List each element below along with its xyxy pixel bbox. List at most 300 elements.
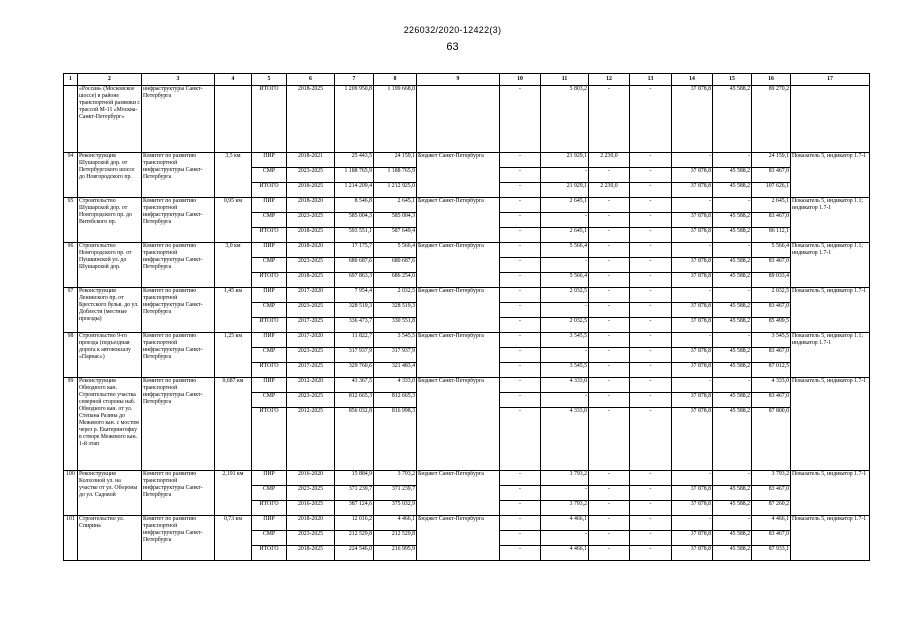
estimated-cost-cell: 17 175,7 — [335, 243, 374, 258]
row-number-cell: 99 — [64, 378, 78, 471]
amount-cell: - — [589, 273, 630, 288]
stage-type-cell: ИТОГО — [252, 408, 287, 471]
amount-cell: - — [630, 378, 672, 393]
amount-cell: - — [630, 408, 672, 471]
column-header: 7 — [335, 74, 374, 86]
stage-type-cell: СМР — [252, 348, 287, 363]
balance-cost-cell: 4 333,0 — [374, 378, 417, 393]
column-header: 2 — [78, 74, 142, 86]
amount-cell: - — [672, 198, 713, 213]
stage-type-cell: ПИР — [252, 153, 287, 168]
amount-cell: 45 588,2 — [713, 168, 752, 183]
amount-cell: - — [541, 531, 589, 546]
amount-cell: - — [500, 288, 541, 303]
amount-cell: - — [589, 228, 630, 243]
amount-cell: - — [589, 318, 630, 333]
indicator-cell: Показатель 5, индикатор 1.1; индикатор 1.7-1 — [791, 333, 870, 378]
amount-cell: 24 159,1 — [752, 153, 791, 168]
amount-cell: 4 466,1 — [541, 516, 589, 531]
amount-cell: - — [500, 378, 541, 393]
amount-cell: - — [500, 168, 541, 183]
indicator-cell: Показатель 5, индикатор 1.7-1 — [791, 471, 870, 516]
amount-cell: 37 878,8 — [672, 363, 713, 378]
period-cell: 2018-2021 — [287, 153, 335, 168]
balance-cost-cell: 2 032,5 — [374, 288, 417, 303]
estimated-cost-cell: 371 239,7 — [335, 486, 374, 501]
amount-cell: 2 230,0 — [589, 153, 630, 168]
amount-cell: - — [713, 198, 752, 213]
stage-type-cell: ПИР — [252, 288, 287, 303]
amount-cell: 37 878,8 — [672, 213, 713, 228]
table-row — [64, 243, 870, 258]
column-header: 15 — [713, 74, 752, 86]
amount-cell: 83 467,0 — [752, 213, 791, 228]
amount-cell: 37 878,8 — [672, 273, 713, 288]
amount-cell: 45 588,2 — [713, 408, 752, 471]
object-name-cell: Строительство Новгородского пр. от Пушкинской ул. до Шушарской дор. — [78, 243, 142, 288]
amount-cell: - — [589, 516, 630, 531]
amount-cell: 87 012,5 — [752, 363, 791, 378]
table-row — [64, 198, 870, 213]
amount-cell: - — [589, 243, 630, 258]
balance-cost-cell: 216 995,9 — [374, 546, 417, 561]
indicator-cell: Показатель 5, индикатор 1.7-1 — [791, 378, 870, 471]
document-number: 226032/2020-12422(3) — [403, 25, 502, 35]
stage-type-cell: СМР — [252, 486, 287, 501]
amount-cell: 45 588,2 — [713, 501, 752, 516]
stage-type-cell: ПИР — [252, 243, 287, 258]
amount-cell: - — [589, 86, 630, 153]
amount-cell: - — [630, 318, 672, 333]
object-name-cell: «Россия» (Московское шоссе) в районе транспортной развязки с трассой М-11 «Москва-Санкт-Петербург» — [78, 86, 142, 153]
amount-cell: - — [672, 243, 713, 258]
estimated-cost-cell: 697 863,3 — [335, 273, 374, 288]
estimated-cost-cell: 1 188 765,9 — [335, 168, 374, 183]
capacity-cell: 0,95 км — [215, 198, 252, 243]
amount-cell: 37 878,8 — [672, 531, 713, 546]
amount-cell: 37 878,8 — [672, 303, 713, 318]
header-row — [64, 74, 870, 86]
indicator-cell: Показатель 5, индикатор 1.1; индикатор 1.7-1 — [791, 243, 870, 288]
amount-cell: - — [500, 348, 541, 363]
amount-cell: - — [500, 228, 541, 243]
balance-cost-cell: 2 645,1 — [374, 198, 417, 213]
amount-cell: - — [541, 486, 589, 501]
balance-cost-cell: 3 545,5 — [374, 333, 417, 348]
amount-cell: 37 878,8 — [672, 168, 713, 183]
estimated-cost-cell: 387 124,6 — [335, 501, 374, 516]
stage-type-cell: СМР — [252, 168, 287, 183]
balance-cost-cell: 3 793,2 — [374, 471, 417, 486]
capacity-cell — [215, 86, 252, 153]
program-table — [63, 73, 870, 561]
estimated-cost-cell: 1 214 209,4 — [335, 183, 374, 198]
balance-cost-cell: 1 212 925,0 — [374, 183, 417, 198]
capacity-cell: 0,73 км — [215, 516, 252, 561]
amount-cell: - — [500, 363, 541, 378]
page-header — [0, 25, 905, 53]
balance-cost-cell: 1 199 668,0 — [374, 86, 417, 153]
amount-cell: - — [630, 213, 672, 228]
period-cell: 2016-2025 — [287, 501, 335, 516]
amount-cell: 45 588,2 — [713, 393, 752, 408]
amount-cell: 2 230,0 — [589, 183, 630, 198]
client-cell: Комитет по развитию транспортной инфраструктуры Санкт-Петербурга — [142, 378, 215, 471]
balance-cost-cell: 317 937,9 — [374, 348, 417, 363]
amount-cell: - — [589, 213, 630, 228]
amount-cell: 83 467,0 — [752, 531, 791, 546]
period-cell: 2023-2025 — [287, 303, 335, 318]
amount-cell: 5 566,4 — [541, 243, 589, 258]
amount-cell: - — [630, 183, 672, 198]
period-cell: 2023-2025 — [287, 258, 335, 273]
amount-cell: - — [589, 258, 630, 273]
column-header: 14 — [672, 74, 713, 86]
amount-cell: 45 588,2 — [713, 273, 752, 288]
estimated-cost-cell: 11 822,7 — [335, 333, 374, 348]
stage-type-cell: СМР — [252, 213, 287, 228]
column-header: 1 — [64, 74, 78, 86]
amount-cell: - — [589, 546, 630, 561]
estimated-cost-cell: 328 519,3 — [335, 303, 374, 318]
period-cell: 2023-2025 — [287, 486, 335, 501]
amount-cell: - — [500, 408, 541, 471]
amount-cell: - — [589, 378, 630, 393]
stage-type-cell: ПИР — [252, 198, 287, 213]
estimated-cost-cell: 336 473,7 — [335, 318, 374, 333]
row-number-cell: 94 — [64, 153, 78, 198]
amount-cell: - — [713, 288, 752, 303]
capacity-cell: 1,25 км — [215, 333, 252, 378]
amount-cell: - — [500, 153, 541, 168]
amount-cell: - — [589, 501, 630, 516]
funding-source-cell: Бюджет Санкт-Петербурга — [417, 378, 500, 471]
estimated-cost-cell: 680 687,6 — [335, 258, 374, 273]
amount-cell: - — [672, 516, 713, 531]
amount-cell: - — [713, 378, 752, 393]
amount-cell: - — [713, 471, 752, 486]
amount-cell: - — [589, 363, 630, 378]
object-name-cell: Реконструкция Колхозной ул. на участке от ул. Обороны до ул. Садовой — [78, 471, 142, 516]
client-cell: Комитет по развитию транспортной инфраструктуры Санкт-Петербурга — [142, 198, 215, 243]
column-header: 6 — [287, 74, 335, 86]
amount-cell: 2 032,5 — [752, 288, 791, 303]
amount-cell: - — [500, 516, 541, 531]
balance-cost-cell: 585 004,3 — [374, 213, 417, 228]
amount-cell: 3 793,2 — [752, 471, 791, 486]
period-cell: 2017-2020 — [287, 288, 335, 303]
amount-cell: 83 467,0 — [752, 486, 791, 501]
amount-cell: - — [500, 501, 541, 516]
amount-cell: 45 588,2 — [713, 213, 752, 228]
period-cell: 2023-2025 — [287, 531, 335, 546]
balance-cost-cell: 371 239,7 — [374, 486, 417, 501]
client-cell: Комитет по развитию транспортной инфраструктуры Санкт-Петербурга — [142, 516, 215, 561]
period-cell: 2018-2025 — [287, 546, 335, 561]
amount-cell: - — [589, 333, 630, 348]
period-cell: 2023-2025 — [287, 393, 335, 408]
amount-cell: - — [672, 471, 713, 486]
amount-cell: 45 588,2 — [713, 258, 752, 273]
amount-cell: 3 545,5 — [541, 363, 589, 378]
amount-cell: - — [500, 86, 541, 153]
amount-cell: 3 793,2 — [541, 471, 589, 486]
period-cell: 2018-2025 — [287, 183, 335, 198]
capacity-cell: 1,45 км — [215, 288, 252, 333]
balance-cost-cell: 1 188 765,9 — [374, 168, 417, 183]
amount-cell: 45 588,2 — [713, 546, 752, 561]
amount-cell: 5 803,2 — [541, 86, 589, 153]
amount-cell: 2 645,1 — [541, 198, 589, 213]
amount-cell: 37 878,8 — [672, 348, 713, 363]
amount-cell: - — [500, 318, 541, 333]
amount-cell: - — [500, 303, 541, 318]
period-cell: 2018-2020 — [287, 516, 335, 531]
period-cell: 2017-2025 — [287, 363, 335, 378]
amount-cell: - — [500, 183, 541, 198]
amount-cell: 45 588,2 — [713, 531, 752, 546]
amount-cell: - — [630, 486, 672, 501]
estimated-cost-cell: 317 937,9 — [335, 348, 374, 363]
column-header: 9 — [417, 74, 500, 86]
row-number-cell: 100 — [64, 471, 78, 516]
column-header: 10 — [500, 74, 541, 86]
estimated-cost-cell: 8 546,8 — [335, 198, 374, 213]
amount-cell: 45 588,2 — [713, 303, 752, 318]
period-cell: 2016-2020 — [287, 471, 335, 486]
row-number-cell: 101 — [64, 516, 78, 561]
object-name-cell: Строительство 9-го проезда (подъездная дорога к автовокзалу «Парнас») — [78, 333, 142, 378]
amount-cell: 4 333,0 — [541, 408, 589, 471]
funding-source-cell: Бюджет Санкт-Петербурга — [417, 471, 500, 516]
amount-cell: 45 588,2 — [713, 486, 752, 501]
amount-cell: - — [630, 501, 672, 516]
amount-cell: - — [672, 153, 713, 168]
table-row — [64, 471, 870, 486]
amount-cell: 45 588,2 — [713, 228, 752, 243]
table-row — [64, 86, 870, 153]
amount-cell: 37 878,8 — [672, 393, 713, 408]
amount-cell: - — [630, 348, 672, 363]
amount-cell: - — [541, 303, 589, 318]
estimated-cost-cell: 12 016,2 — [335, 516, 374, 531]
amount-cell: - — [713, 333, 752, 348]
amount-cell: 21 929,1 — [541, 183, 589, 198]
amount-cell: - — [500, 393, 541, 408]
amount-cell: 4 333,0 — [752, 378, 791, 393]
indicator-cell — [791, 86, 870, 153]
amount-cell: - — [589, 531, 630, 546]
amount-cell: - — [630, 243, 672, 258]
amount-cell: - — [500, 546, 541, 561]
amount-cell: 4 333,0 — [541, 378, 589, 393]
period-cell: 2012-2025 — [287, 408, 335, 471]
amount-cell: - — [713, 243, 752, 258]
client-cell: Комитет по развитию транспортной инфраструктуры Санкт-Петербурга — [142, 333, 215, 378]
amount-cell: 83 467,0 — [752, 303, 791, 318]
row-number-cell — [64, 86, 78, 153]
amount-cell: - — [541, 393, 589, 408]
amount-cell: - — [630, 333, 672, 348]
amount-cell: 2 032,5 — [541, 318, 589, 333]
amount-cell: - — [630, 273, 672, 288]
table-body — [64, 86, 870, 561]
balance-cost-cell: 330 551,8 — [374, 318, 417, 333]
amount-cell: - — [630, 531, 672, 546]
stage-type-cell: ПИР — [252, 516, 287, 531]
column-header: 8 — [374, 74, 417, 86]
period-cell: 2018-2025 — [287, 228, 335, 243]
row-number-cell: 98 — [64, 333, 78, 378]
stage-type-cell: ИТОГО — [252, 318, 287, 333]
amount-cell: 5 566,4 — [541, 273, 589, 288]
amount-cell: - — [541, 168, 589, 183]
indicator-cell: Показатель 5, индикатор 1.7-1 — [791, 288, 870, 333]
amount-cell: - — [713, 516, 752, 531]
amount-cell: 3 545,5 — [752, 333, 791, 348]
stage-type-cell: ИТОГО — [252, 86, 287, 153]
period-cell: 2018-2020 — [287, 198, 335, 213]
amount-cell: - — [500, 333, 541, 348]
funding-source-cell: Бюджет Санкт-Петербурга — [417, 243, 500, 288]
column-header: 5 — [252, 74, 287, 86]
amount-cell: - — [589, 471, 630, 486]
estimated-cost-cell: 15 884,9 — [335, 471, 374, 486]
amount-cell: 87 933,1 — [752, 546, 791, 561]
amount-cell: 45 588,2 — [713, 86, 752, 153]
amount-cell: - — [672, 333, 713, 348]
stage-type-cell: ИТОГО — [252, 363, 287, 378]
estimated-cost-cell: 329 760,6 — [335, 363, 374, 378]
amount-cell: 87 260,2 — [752, 501, 791, 516]
amount-cell: 83 467,0 — [752, 348, 791, 363]
amount-cell: 3 793,2 — [541, 501, 589, 516]
amount-cell: - — [589, 168, 630, 183]
object-name-cell: Строительство ул. Спирина — [78, 516, 142, 561]
amount-cell: - — [630, 258, 672, 273]
amount-cell: - — [630, 393, 672, 408]
balance-cost-cell: 4 466,1 — [374, 516, 417, 531]
stage-type-cell: ИТОГО — [252, 501, 287, 516]
balance-cost-cell: 587 649,4 — [374, 228, 417, 243]
capacity-cell: 3,0 км — [215, 243, 252, 288]
object-name-cell: Строительство Шушарской дор. от Новгородского пр. до Витебского пр. — [78, 198, 142, 243]
amount-cell: - — [630, 303, 672, 318]
row-number-cell: 96 — [64, 243, 78, 288]
amount-cell: 83 467,0 — [752, 168, 791, 183]
amount-cell: - — [630, 86, 672, 153]
stage-type-cell: СМР — [252, 393, 287, 408]
amount-cell: - — [589, 198, 630, 213]
amount-cell: 2 645,1 — [541, 228, 589, 243]
funding-source-cell: Бюджет Санкт-Петербурга — [417, 198, 500, 243]
estimated-cost-cell: 812 665,3 — [335, 393, 374, 408]
amount-cell: - — [500, 486, 541, 501]
amount-cell: - — [500, 198, 541, 213]
balance-cost-cell: 212 529,8 — [374, 531, 417, 546]
amount-cell: 37 878,8 — [672, 318, 713, 333]
estimated-cost-cell: 224 546,0 — [335, 546, 374, 561]
period-cell: 2017-2025 — [287, 318, 335, 333]
balance-cost-cell: 24 159,1 — [374, 153, 417, 168]
amount-cell: - — [500, 471, 541, 486]
amount-cell: - — [589, 303, 630, 318]
client-cell: инфраструктуры Санкт-Петербурга — [142, 86, 215, 153]
estimated-cost-cell: 43 367,5 — [335, 378, 374, 393]
amount-cell: - — [589, 348, 630, 363]
stage-type-cell: ИТОГО — [252, 273, 287, 288]
amount-cell: 87 800,0 — [752, 408, 791, 471]
amount-cell: 45 588,2 — [713, 348, 752, 363]
amount-cell: 89 033,4 — [752, 273, 791, 288]
estimated-cost-cell: 212 529,8 — [335, 531, 374, 546]
amount-cell: 45 588,2 — [713, 318, 752, 333]
funding-source-cell: Бюджет Санкт-Петербурга — [417, 153, 500, 198]
column-header: 16 — [752, 74, 791, 86]
amount-cell: - — [500, 243, 541, 258]
amount-cell: 5 566,4 — [752, 243, 791, 258]
period-cell: 2018-2020 — [287, 243, 335, 258]
row-number-cell: 95 — [64, 198, 78, 243]
amount-cell: 85 499,5 — [752, 318, 791, 333]
column-header: 13 — [630, 74, 672, 86]
period-cell: 2012-2020 — [287, 378, 335, 393]
stage-type-cell: ИТОГО — [252, 183, 287, 198]
amount-cell: 37 878,8 — [672, 183, 713, 198]
amount-cell: - — [630, 471, 672, 486]
amount-cell: - — [630, 198, 672, 213]
table-row — [64, 378, 870, 393]
balance-cost-cell: 5 566,4 — [374, 243, 417, 258]
amount-cell: 83 467,0 — [752, 258, 791, 273]
amount-cell: 4 466,1 — [541, 546, 589, 561]
amount-cell: 86 112,1 — [752, 228, 791, 243]
period-cell: 2017-2020 — [287, 333, 335, 348]
amount-cell: 2 645,1 — [752, 198, 791, 213]
amount-cell: - — [500, 258, 541, 273]
amount-cell: - — [500, 531, 541, 546]
column-header: 11 — [541, 74, 589, 86]
period-cell: 2023-2025 — [287, 348, 335, 363]
balance-cost-cell: 680 687,6 — [374, 258, 417, 273]
estimated-cost-cell: 585 004,3 — [335, 213, 374, 228]
table-row — [64, 333, 870, 348]
stage-type-cell: СМР — [252, 258, 287, 273]
funding-source-cell: Бюджет Санкт-Петербурга — [417, 333, 500, 378]
table-row — [64, 288, 870, 303]
period-cell: 2018-2025 — [287, 86, 335, 153]
amount-cell: 45 588,2 — [713, 363, 752, 378]
amount-cell: - — [589, 393, 630, 408]
amount-cell: 37 878,8 — [672, 408, 713, 471]
amount-cell: 37 878,8 — [672, 228, 713, 243]
row-number-cell: 97 — [64, 288, 78, 333]
amount-cell: - — [541, 258, 589, 273]
period-cell: 2023-2025 — [287, 168, 335, 183]
column-header: 3 — [142, 74, 215, 86]
object-name-cell: Реконструкция Шушарской дор. от Петербургского шоссе до Новгородского пр. — [78, 153, 142, 198]
balance-cost-cell: 375 032,9 — [374, 501, 417, 516]
amount-cell: - — [630, 363, 672, 378]
amount-cell: 45 588,2 — [713, 183, 752, 198]
indicator-cell: Показатель 5, индикатор 1.7-1 — [791, 516, 870, 561]
balance-cost-cell: 816 998,3 — [374, 408, 417, 471]
amount-cell: 21 929,1 — [541, 153, 589, 168]
amount-cell: 83 467,0 — [752, 393, 791, 408]
amount-cell: - — [589, 408, 630, 471]
estimated-cost-cell: 7 954,4 — [335, 288, 374, 303]
object-name-cell: Реконструкция Обводного кан. Строительство участка северной стороны наб. Обводного кан. от ул. Степана Разина до Межевого кан. с мостом через р. Екатерингофку в створе Межевого кан. 1-й этап — [78, 378, 142, 471]
